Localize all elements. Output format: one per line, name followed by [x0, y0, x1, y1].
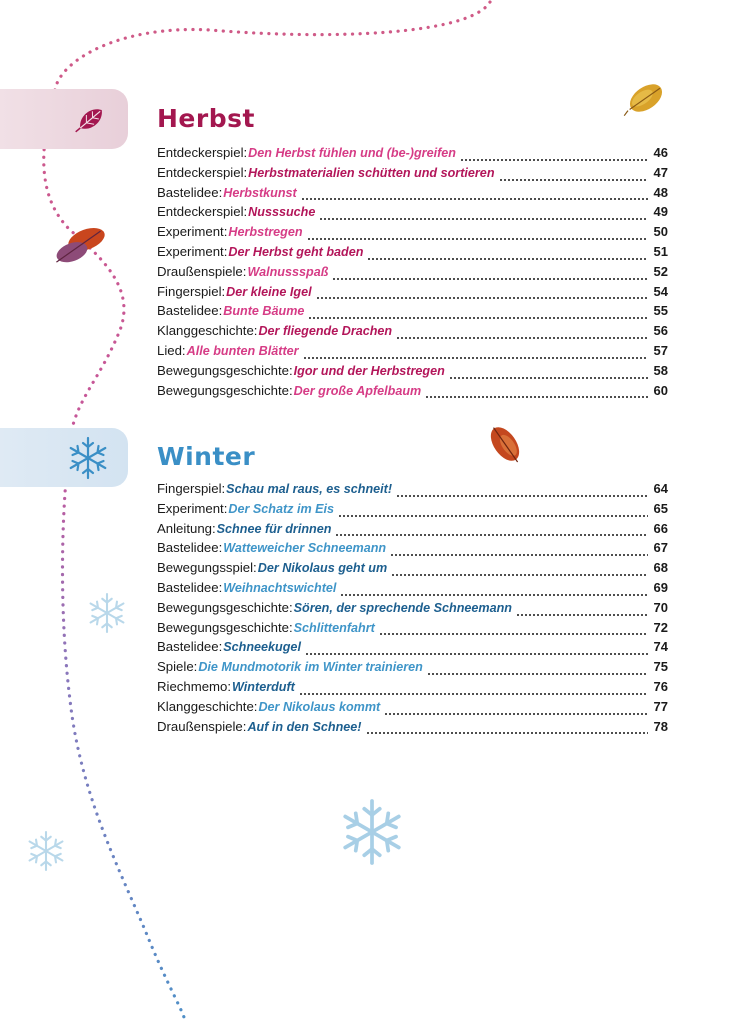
toc-entry-title: Der kleine Igel [226, 284, 312, 299]
snowflake-medium-icon [91, 594, 124, 632]
toc-entry-page-number: 77 [653, 698, 668, 714]
toc-entry[interactable] [157, 540, 668, 560]
toc-entry-category: Experiment: [157, 243, 228, 259]
toc-entry[interactable] [157, 383, 668, 403]
toc-entry[interactable] [157, 343, 668, 363]
toc-entry-page-number: 56 [653, 323, 668, 339]
toc-entry-category: Bastelidee: [157, 540, 223, 556]
toc-entry-category: Draußenspiele: [157, 718, 247, 734]
toc-entry-category: Riechmemo: [157, 678, 232, 694]
herbst-toc-list [157, 145, 668, 402]
dot-leader [384, 713, 648, 715]
toc-entry-page-number: 66 [653, 520, 668, 536]
leaf-yellow-icon [617, 79, 667, 123]
dot-leader [307, 238, 648, 240]
toc-entry[interactable] [157, 185, 668, 205]
dot-leader [335, 534, 648, 536]
winter-section-tab [0, 428, 128, 487]
toc-entry[interactable] [157, 204, 668, 224]
toc-entry-title: Walnussspaß [247, 264, 329, 279]
toc-entry-title: Schau mal raus, es schneit! [226, 482, 393, 496]
toc-entry-page-number: 78 [653, 718, 668, 734]
toc-entry[interactable] [157, 501, 668, 521]
dot-leader [367, 258, 648, 260]
toc-entry-title: Der Schatz im Eis [228, 501, 335, 516]
dot-leader [301, 198, 648, 200]
toc-entry-title: Schneekugel [223, 640, 301, 655]
toc-entry-page-number: 52 [653, 263, 668, 279]
toc-entry-category: Fingerspiel: [157, 283, 226, 299]
leaf-red-icon [485, 421, 527, 468]
toc-entry[interactable] [157, 481, 668, 501]
dot-leader [391, 574, 648, 576]
toc-entry-category: Bewegungsgeschichte: [157, 382, 293, 398]
toc-entry-category: Lied: [157, 342, 186, 358]
dot-leader [396, 495, 648, 497]
toc-entry-category: Anleitung: [157, 520, 216, 536]
toc-entry[interactable] [157, 600, 668, 620]
toc-entry-page-number: 69 [653, 579, 668, 595]
toc-entry-category: Draußenspiele: [157, 263, 247, 279]
toc-entry-title: Der große Apfelbaum [293, 383, 422, 398]
toc-entry[interactable] [157, 303, 668, 323]
dot-leader [338, 515, 648, 517]
dot-leader [366, 732, 649, 734]
toc-entry-title: Der Herbst geht baden [228, 244, 364, 259]
toc-entry-category: Entdeckerspiel: [157, 145, 248, 160]
toc-entry-title: Alle bunten Blätter [186, 343, 299, 358]
dot-leader [319, 218, 648, 220]
toc-entry-page-number: 65 [653, 500, 668, 516]
toc-entry-title: Herbstregen [228, 225, 303, 240]
toc-entry[interactable] [157, 659, 668, 679]
toc-entry[interactable] [157, 560, 668, 580]
toc-entry-title: Auf in den Schnee! [247, 719, 362, 734]
toc-entry-page-number: 51 [653, 243, 668, 259]
snowflake-large-icon [345, 801, 399, 863]
toc-entry-page-number: 46 [653, 145, 668, 160]
toc-entry[interactable] [157, 620, 668, 640]
toc-entry-title: Igor und der Herbstregen [293, 363, 445, 378]
toc-entry-page-number: 67 [653, 540, 668, 556]
dot-leader [449, 377, 648, 379]
toc-entry-page-number: 47 [653, 164, 668, 180]
dot-leader [499, 179, 648, 181]
toc-entry[interactable] [157, 679, 668, 699]
dot-leader [379, 633, 648, 635]
toc-entry-page-number: 70 [653, 599, 668, 615]
toc-entry-category: Klanggeschichte: [157, 698, 258, 714]
toc-entry-category: Experiment: [157, 224, 228, 240]
toc-entry-title: Herbstmaterialien schütten und sortieren [248, 165, 495, 180]
toc-entry-page-number: 60 [653, 382, 668, 398]
toc-entry-title: Der Nikolaus geht um [257, 561, 388, 576]
toc-entry-category: Bastelidee: [157, 303, 223, 319]
toc-entry[interactable] [157, 699, 668, 719]
herbst-section-title: Herbst [157, 104, 255, 133]
dot-leader [303, 357, 648, 359]
toc-entry[interactable] [157, 145, 668, 165]
toc-entry-category: Spiele: [157, 659, 198, 675]
toc-entry-category: Bewegungsspiel: [157, 560, 257, 576]
toc-entry[interactable] [157, 363, 668, 383]
toc-entry-title: Schlittenfahrt [293, 620, 375, 635]
toc-entry[interactable] [157, 719, 668, 739]
toc-entry-page-number: 54 [653, 283, 668, 299]
toc-entry-title: Winterduft [232, 679, 295, 694]
toc-entry-page-number: 50 [653, 224, 668, 240]
dot-leader [340, 594, 648, 596]
toc-entry-page-number: 75 [653, 659, 668, 675]
dot-leader [305, 653, 648, 655]
toc-entry-page-number: 49 [653, 204, 668, 220]
toc-entry-title: Sören, der sprechende Schneemann [293, 600, 513, 615]
toc-entry-category: Bastelidee: [157, 579, 223, 595]
toc-entry-page-number: 57 [653, 342, 668, 358]
toc-entry-category: Bewegungsgeschichte: [157, 619, 293, 635]
toc-entry-page-number: 55 [653, 303, 668, 319]
toc-entry-title: Watteweicher Schneemann [223, 541, 387, 556]
toc-entry-title: Der Nikolaus kommt [258, 699, 381, 714]
winter-toc-list [157, 481, 668, 738]
toc-entry-page-number: 64 [653, 481, 668, 496]
dot-leader [460, 159, 648, 161]
toc-entry-category: Bastelidee: [157, 639, 223, 655]
herbst-section-tab [0, 89, 128, 149]
toc-entry-category: Fingerspiel: [157, 481, 226, 496]
toc-entry-title: Schnee für drinnen [216, 521, 332, 536]
dot-leader [427, 673, 648, 675]
toc-entry[interactable] [157, 639, 668, 659]
toc-entry[interactable] [157, 580, 668, 600]
winter-section-title: Winter [157, 442, 256, 471]
toc-entry-category: Entdeckerspiel: [157, 204, 248, 220]
leaf-icon [74, 102, 108, 136]
toc-entry[interactable] [157, 165, 668, 185]
toc-entry-title: Der fliegende Drachen [258, 324, 393, 339]
toc-entry[interactable] [157, 521, 668, 541]
toc-entry-title: Herbstkunst [223, 185, 297, 200]
toc-entry-category: Bewegungsgeschichte: [157, 362, 293, 378]
toc-entry[interactable] [157, 244, 668, 264]
toc-entry-page-number: 58 [653, 362, 668, 378]
toc-entry-title: Bunte Bäume [223, 304, 305, 319]
toc-entry-category: Bewegungsgeschichte: [157, 599, 293, 615]
dot-leader [332, 278, 648, 280]
dot-leader [396, 337, 648, 339]
toc-entry-title: Weihnachtswichtel [223, 580, 337, 595]
snowflake-small-icon [30, 832, 63, 870]
dot-leader [390, 554, 648, 556]
toc-entry-page-number: 74 [653, 639, 668, 655]
snowflake-icon [66, 436, 110, 480]
toc-entry[interactable] [157, 284, 668, 304]
toc-entry-title: Den Herbst fühlen und (be-)greifen [248, 146, 456, 160]
toc-entry[interactable] [157, 264, 668, 284]
toc-entry-category: Experiment: [157, 500, 228, 516]
dot-leader [516, 614, 648, 616]
dot-leader [299, 693, 648, 695]
dot-leader [425, 396, 648, 398]
dot-leader [308, 317, 648, 319]
toc-entry-category: Entdeckerspiel: [157, 164, 248, 180]
toc-entry[interactable] [157, 323, 668, 343]
toc-entry-page-number: 68 [653, 560, 668, 576]
toc-entry-category: Bastelidee: [157, 184, 223, 200]
toc-entry[interactable] [157, 224, 668, 244]
toc-entry-title: Nusssuche [248, 205, 316, 220]
toc-entry-title: Die Mundmotorik im Winter trainieren [198, 660, 423, 675]
toc-entry-page-number: 72 [653, 619, 668, 635]
toc-entry-category: Klanggeschichte: [157, 323, 258, 339]
toc-entry-page-number: 76 [653, 678, 668, 694]
toc-entry-page-number: 48 [653, 184, 668, 200]
dot-leader [316, 297, 648, 299]
